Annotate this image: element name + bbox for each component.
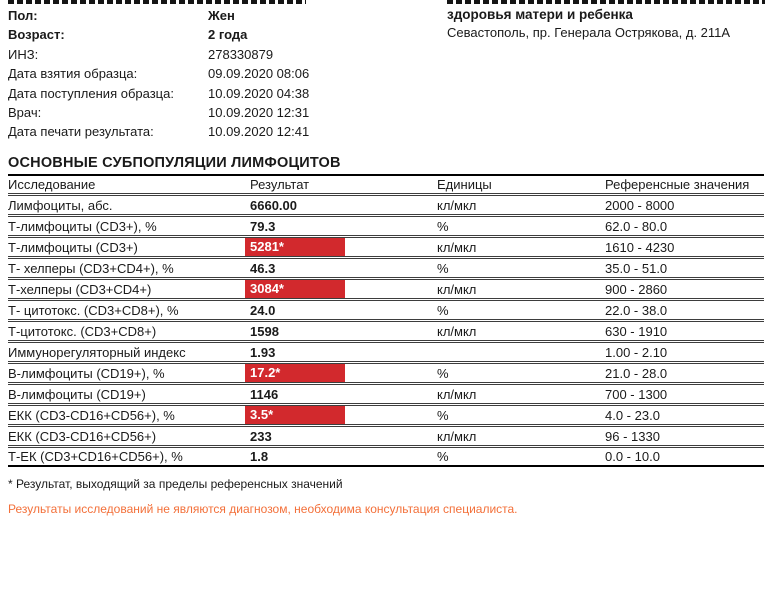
info-label: Дата печати результата: — [8, 124, 154, 140]
test-reference: 96 - 1330 — [605, 428, 660, 444]
result-value: 6660.00 — [250, 197, 297, 213]
info-label: Возраст: — [8, 27, 65, 43]
result-value: 1.8 — [250, 449, 269, 464]
test-name: В-лимфоциты (CD19+), % — [8, 365, 165, 381]
table-row — [8, 279, 764, 299]
test-units: кл/мкл — [437, 197, 477, 213]
info-value: 10.09.2020 12:41 — [208, 124, 310, 140]
table-row — [8, 300, 764, 320]
test-result — [250, 198, 437, 213]
test-name: Т-лимфоциты (CD3+) — [8, 239, 138, 255]
column-header-test: Исследование — [8, 177, 96, 192]
test-reference: 1610 - 4230 — [605, 239, 675, 255]
test-units: % — [437, 260, 449, 276]
column-header-reference: Референсные значения — [605, 177, 750, 192]
test-name: Т- хелперы (CD3+CD4+), % — [8, 260, 174, 276]
test-units: кл/мкл — [437, 386, 477, 402]
clinic-name: здоровья матери и ребенка — [447, 7, 633, 22]
info-label: Дата поступления образца: — [8, 85, 174, 101]
test-units: % — [437, 218, 449, 234]
info-value: 10.09.2020 04:38 — [208, 85, 310, 101]
test-reference: 0.0 - 10.0 — [605, 449, 660, 464]
test-name: Т-цитотокс. (CD3+CD8+) — [8, 323, 157, 339]
info-value: 2 года — [208, 27, 248, 43]
info-value: Жен — [208, 8, 235, 23]
result-value: 5281* — [245, 238, 345, 256]
table-row — [8, 321, 764, 341]
result-value: 3.5* — [245, 406, 345, 424]
result-value: 1598 — [250, 323, 279, 339]
test-units: кл/мкл — [437, 239, 477, 255]
test-units: кл/мкл — [437, 281, 477, 297]
test-units: кл/мкл — [437, 428, 477, 444]
clipped-text-top-right — [447, 0, 765, 4]
result-value: 1146 — [250, 386, 279, 402]
test-reference: 4.0 - 23.0 — [605, 407, 660, 423]
result-value: 24.0 — [250, 302, 276, 318]
clinic-block — [447, 6, 765, 42]
info-value: 278330879 — [208, 46, 274, 62]
table-row — [8, 405, 764, 425]
result-value: 3084* — [245, 280, 345, 298]
test-result — [250, 261, 437, 276]
table-row — [8, 216, 764, 236]
test-result — [250, 219, 437, 234]
test-units: % — [437, 365, 449, 381]
info-value: 09.09.2020 08:06 — [208, 66, 310, 82]
test-result — [250, 345, 437, 360]
result-value: 233 — [250, 428, 272, 444]
test-result — [250, 238, 437, 256]
table-row — [8, 237, 764, 257]
table-row — [8, 363, 764, 383]
test-reference: 21.0 - 28.0 — [605, 365, 668, 381]
test-reference: 2000 - 8000 — [605, 197, 675, 213]
test-reference: 62.0 - 80.0 — [605, 218, 668, 234]
test-result — [250, 429, 437, 444]
test-name: Лимфоциты, абс. — [8, 197, 113, 213]
clipped-text-top-left — [8, 0, 306, 4]
test-units: % — [437, 407, 449, 423]
test-units: % — [437, 449, 449, 464]
test-result — [250, 324, 437, 339]
test-reference: 900 - 2860 — [605, 281, 668, 297]
test-name: ЕКК (CD3-CD16+CD56+), % — [8, 407, 175, 423]
result-value: 17.2* — [245, 364, 345, 382]
info-value: 10.09.2020 12:31 — [208, 105, 310, 121]
test-reference: 630 - 1910 — [605, 323, 668, 339]
test-name: Т-ЕК (CD3+CD16+CD56+), % — [8, 449, 183, 464]
table-row — [8, 195, 764, 215]
test-result — [250, 280, 437, 298]
test-result — [250, 449, 437, 464]
test-result — [250, 364, 437, 382]
results-table-header — [8, 174, 764, 194]
test-reference: 1.00 - 2.10 — [605, 344, 668, 360]
clinic-address: Севастополь, пр. Генерала Острякова, д. 211А — [447, 25, 731, 40]
result-value: 46.3 — [250, 260, 276, 276]
info-label: Врач: — [8, 105, 42, 121]
table-row — [8, 426, 764, 446]
table-row — [8, 384, 764, 404]
patient-info — [8, 6, 309, 142]
test-reference: 22.0 - 38.0 — [605, 302, 668, 318]
test-result — [250, 406, 437, 424]
test-reference: 35.0 - 51.0 — [605, 260, 668, 276]
column-header-units: Единицы — [437, 177, 492, 192]
test-name: В-лимфоциты (CD19+) — [8, 386, 146, 402]
info-label: Пол: — [8, 8, 38, 23]
result-value: 79.3 — [250, 218, 276, 234]
test-units: % — [437, 302, 449, 318]
test-name: Иммунорегуляторный индекс — [8, 344, 186, 360]
test-units: кл/мкл — [437, 323, 477, 339]
test-name: Т-хелперы (CD3+CD4+) — [8, 281, 152, 297]
test-name: ЕКК (CD3-CD16+CD56+) — [8, 428, 157, 444]
reference-footnote: * Результат, выходящий за пределы референсных значений — [8, 477, 343, 491]
test-result — [250, 303, 437, 318]
result-value: 1.93 — [250, 344, 276, 360]
results-table — [8, 174, 764, 468]
info-label: ИНЗ: — [8, 46, 39, 62]
table-row — [8, 342, 764, 362]
section-title: ОСНОВНЫЕ СУБПОПУЛЯЦИИ ЛИМФОЦИТОВ — [8, 155, 341, 171]
info-label: Дата взятия образца: — [8, 66, 138, 82]
test-name: Т- цитотокс. (CD3+CD8+), % — [8, 302, 179, 318]
column-header-result: Результат — [250, 177, 310, 192]
test-reference: 700 - 1300 — [605, 386, 668, 402]
disclaimer-note: Результаты исследований не являются диагнозом, необходима консультация специалиста. — [8, 502, 518, 516]
results-table-body — [8, 195, 764, 467]
test-result — [250, 387, 437, 402]
test-name: Т-лимфоциты (CD3+), % — [8, 218, 157, 234]
table-row — [8, 447, 764, 467]
table-row — [8, 258, 764, 278]
